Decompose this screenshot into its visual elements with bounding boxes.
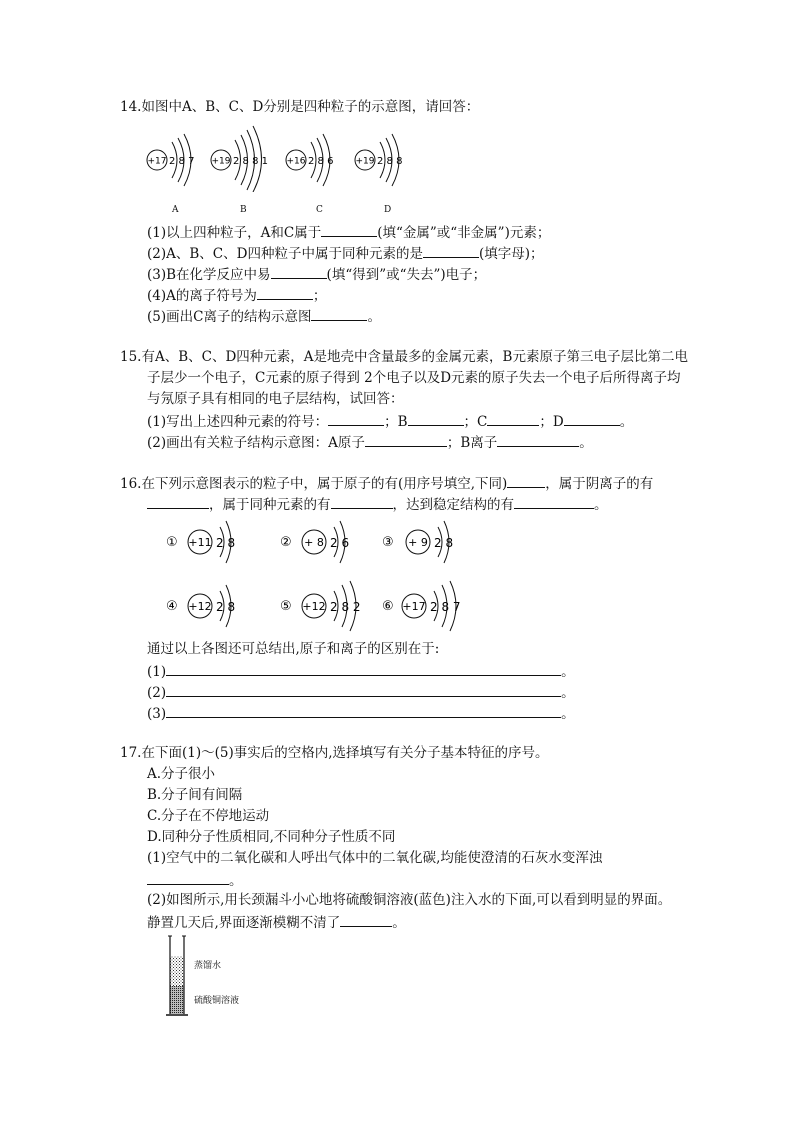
shell-label: 2 8 [216,600,236,614]
answer-blank[interactable] [271,264,327,279]
answer-blank[interactable] [487,411,539,426]
answer-blank[interactable] [514,494,594,509]
answer-blank[interactable] [321,222,377,237]
nucleus-label: +19 [211,156,231,167]
nucleus-label: +19 [355,156,375,167]
q17-sub2-cont: 静置几天后,界面逐渐模糊不清了 。 [147,912,406,932]
q15-sub2: (2)画出有关粒子结构示意图：A原子 ；B离子 。 [147,432,593,452]
answer-blank[interactable] [564,411,620,426]
shell-label: 2 8 7 [430,600,461,614]
particle-number: ⑥ [382,599,394,614]
particle-2-diagram [280,515,380,575]
particle-3-diagram [382,515,482,575]
q15-stem-line1: 15.有A、B、C、D四种元素，A是地壳中含量最多的金属元素，B元素原子第三电子层比第二电 [120,349,688,365]
q16-answer-2: (2) 。 [147,682,575,702]
atom-c-label: C [316,205,323,215]
shell-label: 2 6 [330,536,350,550]
particle-number: ① [166,535,178,550]
answer-blank[interactable] [408,411,464,426]
answer-blank[interactable] [166,682,561,697]
nucleus-label: + 9 [408,536,428,549]
answer-blank[interactable] [166,661,561,676]
answer-blank[interactable] [147,494,209,509]
q16-summary: 通过以上各图还可总结出,原子和离子的区别在于: [147,641,440,657]
shell-label: 2 8 6 [308,156,334,167]
atom-diagram-a [144,120,204,194]
particle-number: ⑤ [280,599,292,614]
nucleus-label: +11 [188,536,212,549]
q17-stem: 17.在下面(1)～(5)事实后的空格内,选择填写有关分子基本特征的序号。 [120,745,549,761]
q17-sub1-answer: 。 [147,870,243,890]
particle-1-diagram [166,515,266,575]
q14-sub3: (3)B在化学反应中易 (填“得到”或“失去”)电子； [147,264,486,284]
nucleus-label: +12 [188,600,212,613]
answer-blank[interactable] [328,411,384,426]
shell-label: 2 8 7 [169,156,195,167]
q14-sub1: (1)以上四种粒子，A和C属于 (填“金属”或“非金属”)元素； [147,222,550,242]
nucleus-label: + 8 [304,536,324,549]
figure-label-water: 蒸馏水 [194,961,222,971]
atom-diagram-d [352,120,412,194]
answer-blank[interactable] [147,870,229,885]
q16-answer-1: (1) 。 [147,661,575,681]
q14-stem: 14.如图中A、B、C、D分别是四种粒子的示意图，请回答： [120,99,480,115]
nucleus-label: +17 [402,600,426,613]
atom-d-label: D [384,205,392,215]
answer-blank[interactable] [166,703,561,718]
particle-5-diagram [280,578,390,638]
q16-stem-line2: ，属于同种元素的有 ，达到稳定结构的有 。 [147,494,608,514]
q15-sub1: (1)写出上述四种元素的符号： ；B ；C ；D 。 [147,411,633,431]
particle-number: ④ [166,599,178,614]
nucleus-label: +12 [302,600,326,613]
q17-sub1: (1)空气中的二氧化碳和人呼出气体中的二氧化碳,均能使澄清的石灰水变浑浊 [147,850,603,866]
answer-blank[interactable] [365,432,447,447]
shell-label: 2 8 [434,536,454,550]
q15-stem-line3: 与氖原子具有相同的电子层结构，试回答： [147,391,404,407]
particle-4-diagram [166,578,266,638]
q14-sub5: (5)画出C离子的结构示意图 。 [147,306,381,326]
graduated-cylinder-figure [164,934,194,1024]
q14-sub2: (2)A、B、C、D四种粒子中属于同种元素的是 (填字母)； [147,243,544,263]
answer-blank[interactable] [507,473,545,488]
atom-a-label: A [172,205,179,215]
nucleus-label: +17 [147,156,167,167]
q17-option-a: A.分子很小 [147,766,216,782]
figure-label-copper-sulfate: 硫酸铜溶液 [194,996,240,1006]
answer-blank[interactable] [311,306,367,321]
particle-number: ③ [382,535,394,550]
shell-label: 2 8 [216,536,236,550]
atom-diagram-c [283,120,343,194]
shell-label: 2 8 2 [330,600,361,614]
shell-label: 2 8 8 1 [233,156,268,167]
nucleus-label: +16 [286,156,306,167]
particle-6-diagram [382,578,492,638]
answer-blank[interactable] [340,912,392,927]
answer-blank[interactable] [423,243,479,258]
q16-answer-3: (3) 。 [147,703,575,723]
answer-blank[interactable] [257,285,313,300]
q17-option-c: C.分子在不停地运动 [147,808,270,824]
atom-b-label: B [240,205,247,215]
q15-stem-line2: 子层少一个电子，C元素的原子得到 2个电子以及D元素的原子失去一个电子后所得离子均 [147,370,681,386]
q17-sub2: (2)如图所示,用长颈漏斗小心地将硫酸铜溶液(蓝色)注入水的下面,可以看到明显的界面。 [147,892,672,908]
shell-label: 2 8 8 [377,156,403,167]
atom-diagram-b [208,118,278,196]
answer-blank[interactable] [497,432,579,447]
q17-option-b: B.分子间有间隔 [147,787,243,803]
q16-stem-line1: 16.在下列示意图表示的粒子中，属于原子的有(用序号填空,下同) ，属于阴离子的有 [120,473,653,493]
q17-option-d: D.同种分子性质相同,不同种分子性质不同 [147,829,396,845]
answer-blank[interactable] [331,494,393,509]
particle-number: ② [280,535,292,550]
q14-sub4: (4)A的离子符号为 ； [147,285,326,305]
